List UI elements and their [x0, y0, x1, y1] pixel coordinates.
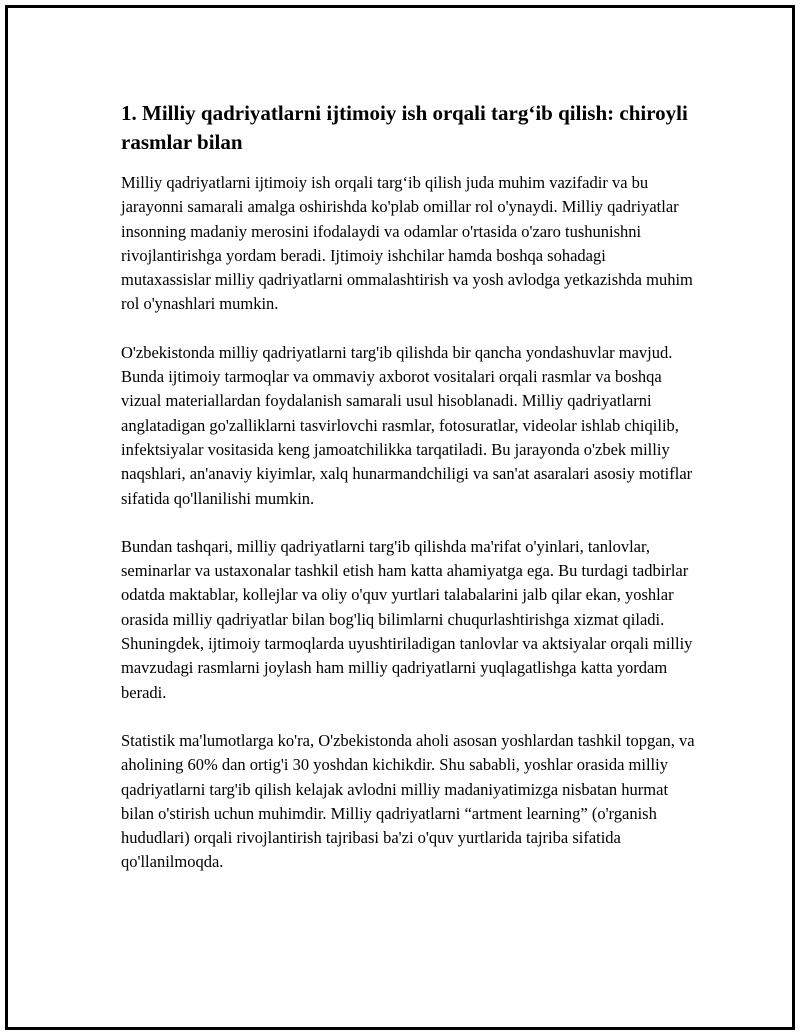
paragraph-3: Bundan tashqari, milliy qadriyatlarni targ'ib qilishda ma'rifat o'yinlari, tanlovlar, seminarlar va ustaxonalar tashkil etish ham katta ahamiyatga ega. Bu turdagi tadbirlar odatda maktablar, kollejlar va oliy o'quv yurtlari talabalarini jalb qilar ekan, yoshlar orasida milliy qadriyatlar bilan bog'liq bilimlarni chuqurlashtirishga xizmat qiladi. Shuningdek, ijtimoiy tarmoqlarda uyushtiriladigan tanlovlar va aktsiyalar orqali milliy mavzudagi rasmlarni joylash ham milliy qadriyatlarni yuqlagatlishga katta yordam beradi. [121, 536, 693, 702]
document-title: 1. Milliy qadriyatlarni ijtimoiy ish orqali targ‘ib qilish: chiroyli rasmlar bilan [121, 101, 688, 154]
document-body [121, 99, 696, 899]
paragraph-4: Statistik ma'lumotlarga ko'ra, O'zbekistonda aholi asosan yoshlardan tashkil topgan, va aholining 60% dan ortig'i 30 yoshdan kichikdir. Shu sababli, yoshlar orasida milliy qadriyatlarni targ'ib qilish kelajak avlodni milliy madaniyatimizga nisbatan hurmat bilan o'stirish uchun muhimdir. Milliy qadriyatlarni “artment learning” (o'rganish hududlari) orqali rivojlantirish tajribasi ba'zi o'quv yurtlarida tajriba sifatida qo'llanilmoqda. [121, 730, 695, 872]
paragraph-1: Milliy qadriyatlarni ijtimoiy ish orqali targ‘ib qilish juda muhim vazifadir va bu jarayonni samarali amalga oshirishda ko'plab omillar rol o'ynaydi. Milliy qadriyatlar insonning madaniy merosini ifodalaydi va odamlar o'rtasida o'zaro tushunishni rivojlantirishga yordam beradi. Ijtimoiy ishchilar hamda boshqa sohadagi mutaxassislar milliy qadriyatlarni ommalashtirish va yosh avlodga yetkazishda muhim rol o'ynashlari mumkin. [121, 173, 693, 314]
paragraph-2: O'zbekistonda milliy qadriyatlarni targ'ib qilishda bir qancha yondashuvlar mavjud. Bunda ijtimoiy tarmoqlar va ommaviy axborot vositalari orqali rasmlar va boshqa vizual materiallardan foydalanish samarali usul hisoblanadi. Milliy qadriyatlarni anglatadigan go'zalliklarni tasvirlovchi rasmlar, fotosuratlar, videolar ishlab chiqilib, infektsiyalar vositasida keng jamoatchilikka tarqatiladi. Bu jarayonda o'zbek milliy naqshlari, an'anaviy kiyimlar, xalq hunarmandchiligi va san'at asaralari asosiy motiflar sifatida qo'llanilishi mumkin. [121, 342, 693, 508]
page-frame [5, 5, 795, 1030]
